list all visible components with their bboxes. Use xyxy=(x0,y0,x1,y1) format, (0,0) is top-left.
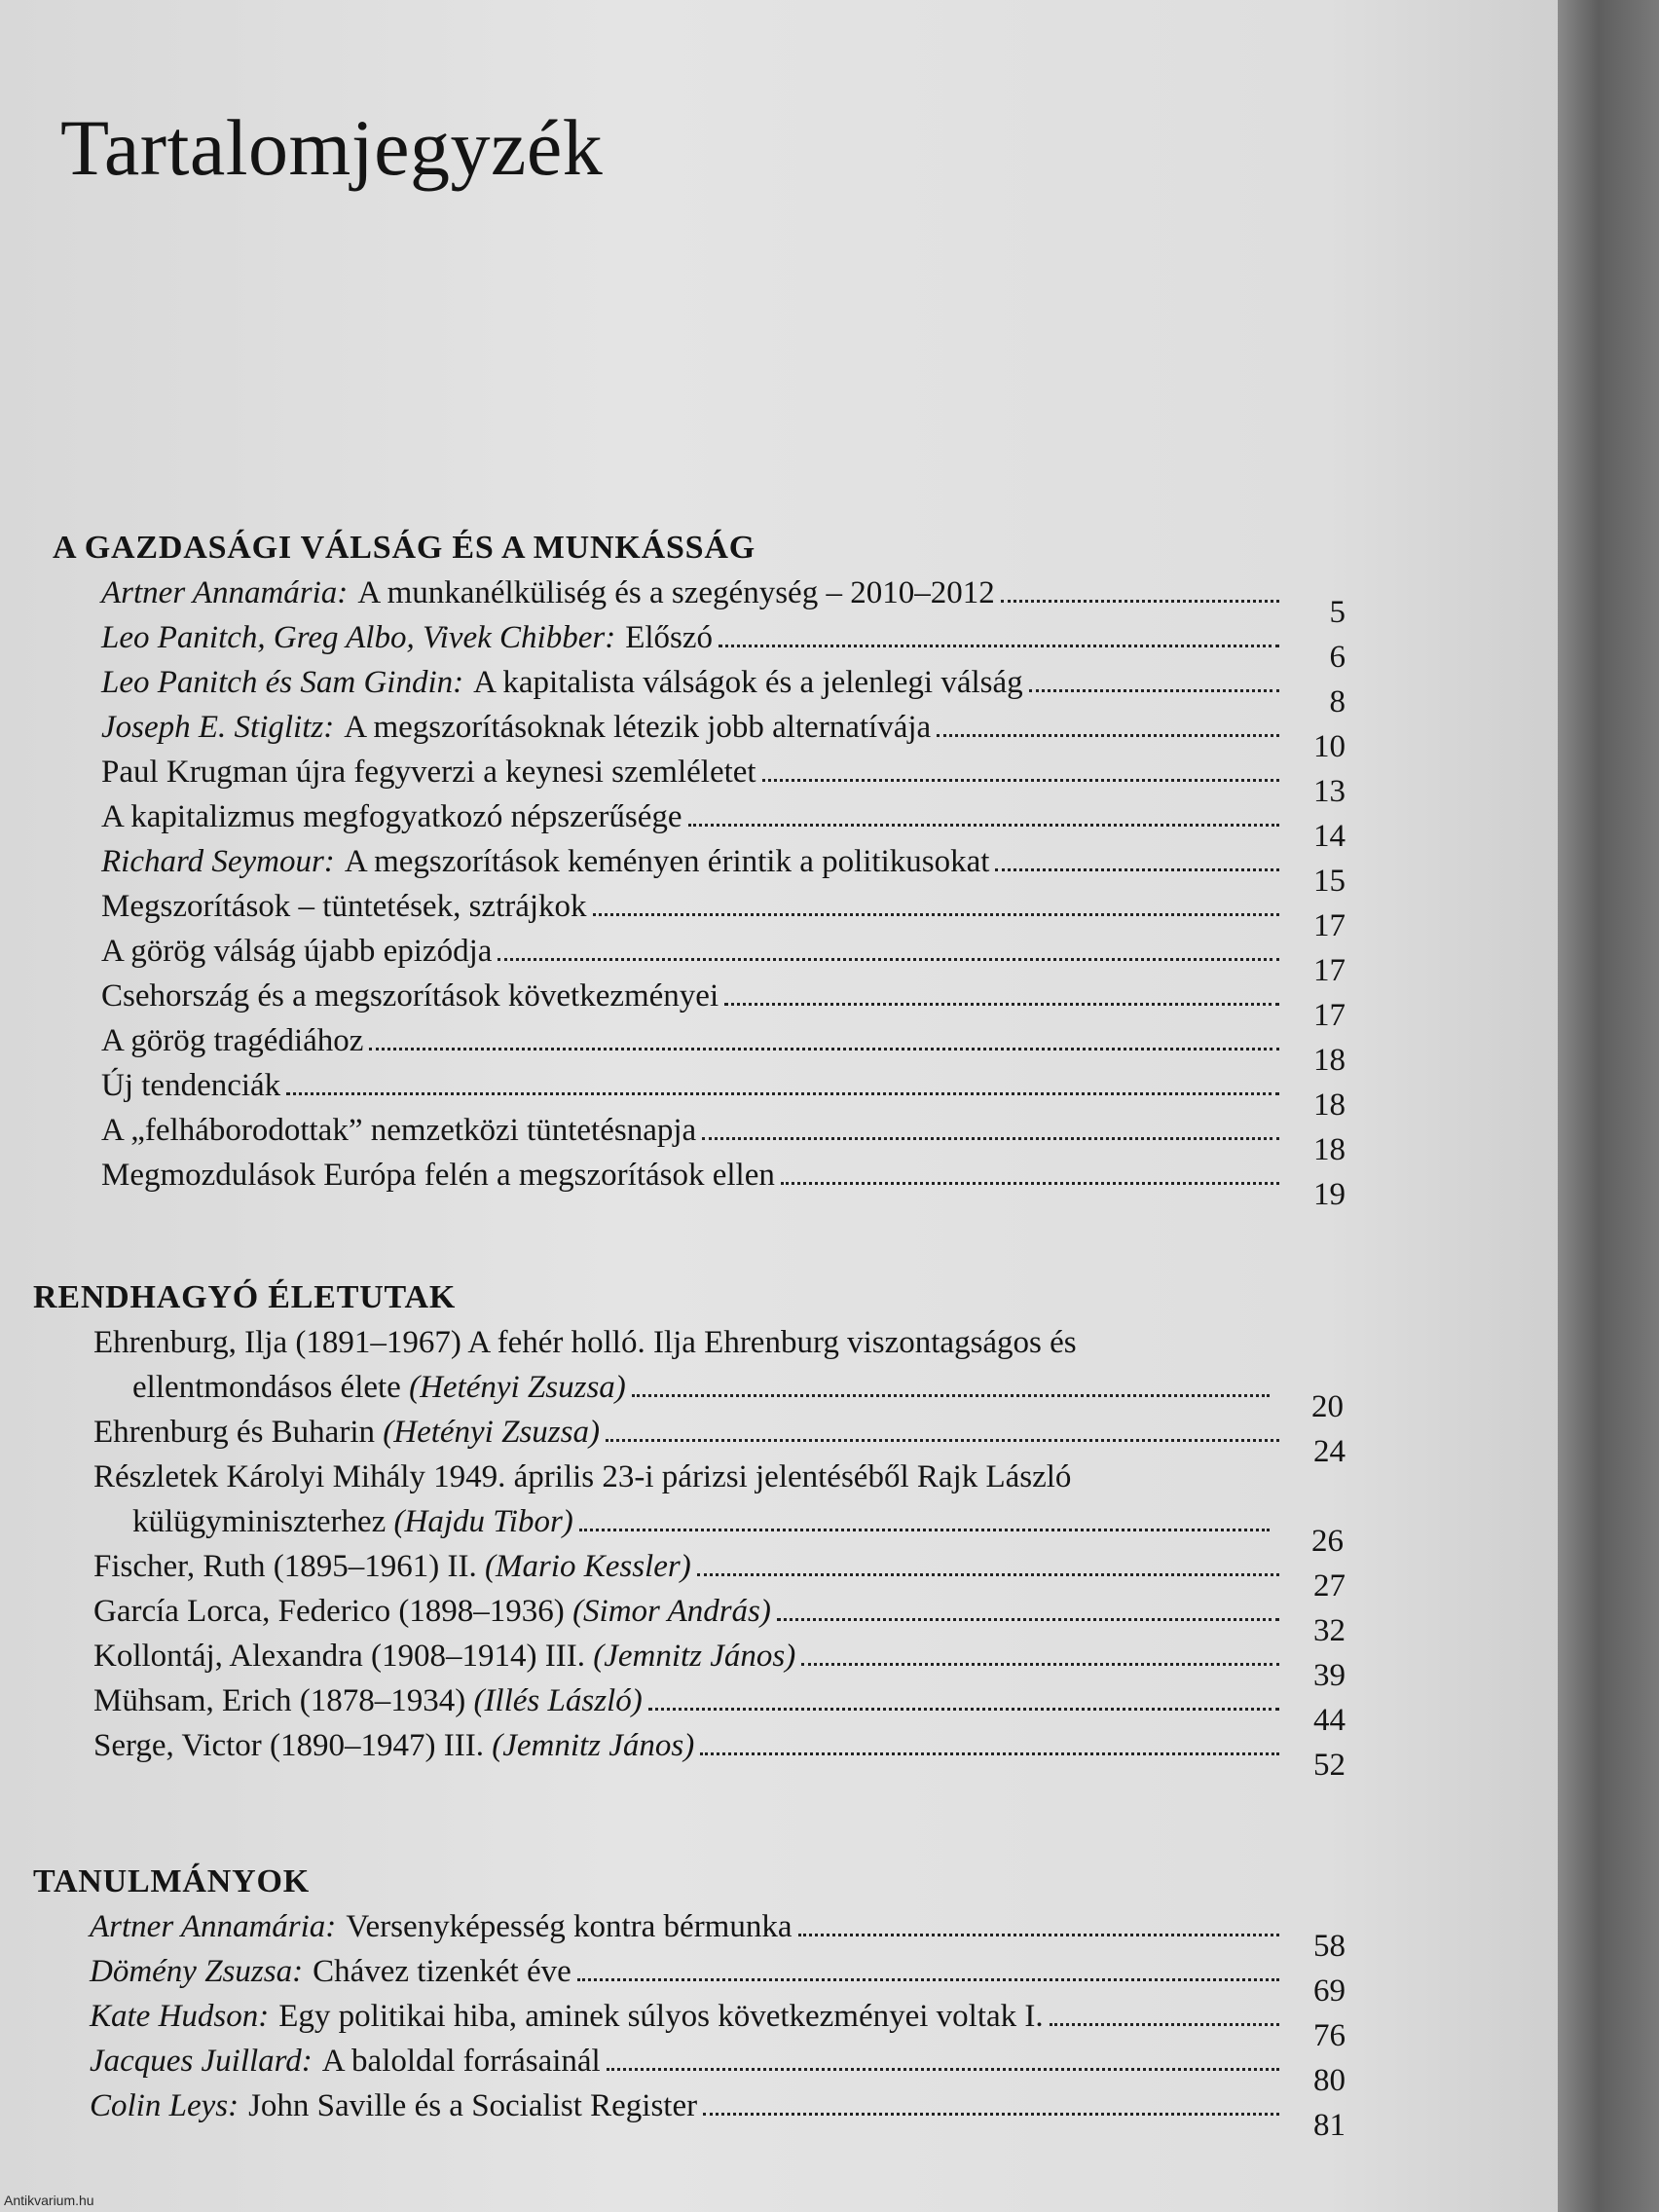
dot-leader xyxy=(579,1529,1270,1531)
dot-leader xyxy=(606,1439,1279,1442)
entry-page-number: 17 xyxy=(1313,953,1346,988)
entry-page-number: 44 xyxy=(1313,1703,1346,1738)
entry-contributor: (Illés László) xyxy=(473,1683,643,1718)
entry-title: Paul Krugman újra fegyverzi a keynesi szemléletet xyxy=(101,755,756,790)
dot-leader xyxy=(777,1618,1279,1621)
entry-page-number: 27 xyxy=(1313,1568,1346,1604)
entry-title: Új tendenciák xyxy=(101,1068,281,1103)
dot-leader xyxy=(798,1934,1280,1936)
entry-title: Kollontáj, Alexandra (1908–1914) III. xyxy=(93,1639,585,1674)
toc-entry[interactable] xyxy=(0,1455,1558,1559)
entry-title-line1: Részletek Károlyi Mihály 1949. április 23-i párizsi jelentéséből Rajk László xyxy=(93,1459,1072,1494)
watermark: Antikvarium.hu xyxy=(4,2193,94,2208)
page-edge xyxy=(1558,0,1659,2212)
entry-page-number: 58 xyxy=(1313,1929,1346,1964)
entry-title: Egy politikai hiba, aminek súlyos következményei voltak I. xyxy=(278,1999,1044,2034)
entry-title: A baloldal forrásainál xyxy=(321,2044,601,2079)
toc-entry[interactable] xyxy=(0,660,1558,719)
entry-title-line2: külügyminiszterhez xyxy=(132,1504,387,1539)
dot-leader xyxy=(648,1708,1279,1711)
toc-entry[interactable] xyxy=(0,839,1558,899)
toc-entry[interactable] xyxy=(0,571,1558,630)
toc-entry[interactable] xyxy=(0,2083,1558,2143)
toc-entry[interactable] xyxy=(0,1320,1558,1424)
dot-leader xyxy=(607,2068,1279,2071)
dot-leader xyxy=(593,913,1279,916)
entry-page-number: 6 xyxy=(1329,640,1346,675)
entry-title: Előszó xyxy=(625,620,714,655)
entry-author: Leo Panitch, Greg Albo, Vivek Chibber: xyxy=(101,620,616,655)
entry-contributor: (Mario Kessler) xyxy=(484,1549,691,1584)
toc-entry[interactable] xyxy=(0,1589,1558,1648)
entry-title: A megszorítások keményen érintik a politikusokat xyxy=(344,844,990,879)
entry-title: A kapitalizmus megfogyatkozó népszerűsége xyxy=(101,799,682,834)
entry-page-number: 32 xyxy=(1313,1613,1346,1648)
entry-page-number: 69 xyxy=(1313,1973,1346,2009)
entry-page-number: 52 xyxy=(1313,1748,1346,1783)
toc-entry[interactable] xyxy=(0,1063,1558,1123)
section-tanulmanyok xyxy=(0,1860,1558,2143)
entry-title: A kapitalista válságok és a jelenlegi válság xyxy=(473,665,1023,700)
dot-leader xyxy=(762,779,1279,782)
toc-list xyxy=(0,1410,1558,1469)
entry-contributor: (Hetényi Zsuzsa) xyxy=(383,1415,600,1450)
toc-entry[interactable] xyxy=(0,1634,1558,1693)
entry-author: Joseph E. Stiglitz: xyxy=(101,710,335,745)
entry-author: Artner Annamária: xyxy=(90,1909,337,1944)
dot-leader xyxy=(801,1663,1279,1666)
entry-title: Csehország és a megszorítások következményei xyxy=(101,978,719,1014)
toc-entry[interactable] xyxy=(0,1723,1558,1783)
entry-title: García Lorca, Federico (1898–1936) xyxy=(93,1594,565,1629)
dot-leader xyxy=(577,1978,1279,1981)
dot-leader xyxy=(369,1048,1279,1051)
entry-author: Artner Annamária: xyxy=(101,575,349,610)
entry-page-number: 76 xyxy=(1313,2018,1346,2053)
toc-entry[interactable] xyxy=(0,794,1558,854)
toc-entry[interactable] xyxy=(0,974,1558,1033)
entry-page-number: 10 xyxy=(1313,729,1346,764)
toc-entry[interactable] xyxy=(0,1949,1558,2009)
toc-entry[interactable] xyxy=(0,929,1558,988)
dot-leader xyxy=(1029,689,1279,692)
toc-entry[interactable] xyxy=(0,884,1558,943)
entry-page-number: 26 xyxy=(1311,1524,1344,1559)
entry-title: A „felháborodottak” nemzetközi tüntetésnapja xyxy=(101,1113,697,1148)
entry-author: Leo Panitch és Sam Gindin: xyxy=(101,665,464,700)
toc-entry[interactable] xyxy=(0,1678,1558,1738)
entry-contributor: (Simor András) xyxy=(572,1594,771,1629)
entry-page-number: 20 xyxy=(1311,1389,1344,1424)
entry-page-number: 17 xyxy=(1313,908,1346,943)
toc-entry[interactable] xyxy=(0,705,1558,764)
dot-leader xyxy=(1050,2023,1279,2026)
dot-leader xyxy=(688,824,1279,827)
section-heading: TANULMÁNYOK xyxy=(33,1863,310,1899)
toc-list xyxy=(0,1904,1558,2143)
entry-page-number: 8 xyxy=(1329,684,1346,719)
toc-entry[interactable] xyxy=(0,1410,1558,1469)
dot-leader xyxy=(724,1003,1279,1006)
dot-leader xyxy=(781,1182,1279,1185)
toc-list xyxy=(0,1544,1558,1783)
entry-title: A görög válság újabb epizódja xyxy=(101,934,493,969)
entry-title-line1: Ehrenburg, Ilja (1891–1967) A fehér holló. Ilja Ehrenburg viszontagságos és xyxy=(93,1325,1077,1360)
dot-leader xyxy=(702,1137,1279,1140)
toc-list xyxy=(0,571,1558,1212)
entry-contributor: (Hajdu Tibor) xyxy=(393,1504,573,1539)
entry-contributor: (Hetényi Zsuzsa) xyxy=(409,1370,626,1405)
toc-entry[interactable] xyxy=(0,1994,1558,2053)
dot-leader xyxy=(498,958,1279,961)
entry-title: Megmozdulások Európa felén a megszorítások ellen xyxy=(101,1158,775,1193)
entry-author: Dömény Zsuzsa: xyxy=(90,1954,304,1989)
entry-page-number: 24 xyxy=(1313,1434,1346,1469)
entry-page-number: 15 xyxy=(1313,864,1346,899)
entry-author: Kate Hudson: xyxy=(90,1999,270,2034)
entry-author: Jacques Juillard: xyxy=(90,2044,313,2079)
entry-page-number: 18 xyxy=(1313,1043,1346,1078)
entry-page-number: 39 xyxy=(1313,1658,1346,1693)
entry-page-number: 18 xyxy=(1313,1088,1346,1123)
entry-author: Richard Seymour: xyxy=(101,844,335,879)
entry-page-number: 18 xyxy=(1313,1132,1346,1167)
dot-leader xyxy=(995,868,1279,871)
toc-entry[interactable] xyxy=(0,750,1558,809)
toc-entry[interactable] xyxy=(0,1904,1558,1964)
section-heading: A GAZDASÁGI VÁLSÁG ÉS A MUNKÁSSÁG xyxy=(53,530,756,566)
entry-contributor: (Jemnitz János) xyxy=(492,1728,695,1763)
dot-leader xyxy=(700,1752,1279,1755)
toc-entry[interactable] xyxy=(0,1108,1558,1167)
entry-title: Megszorítások – tüntetések, sztrájkok xyxy=(101,889,587,924)
entry-page-number: 19 xyxy=(1313,1177,1346,1212)
entry-author: Colin Leys: xyxy=(90,2088,240,2123)
entry-page-number: 80 xyxy=(1313,2063,1346,2098)
page-title: Tartalomjegyzék xyxy=(60,103,604,192)
toc-entry[interactable] xyxy=(0,615,1558,675)
dot-leader xyxy=(703,2113,1279,2116)
section-rendhagyo-eletutak xyxy=(0,1275,1558,1783)
entry-title: A görög tragédiához xyxy=(101,1023,364,1058)
entry-title: Serge, Victor (1890–1947) III. xyxy=(93,1728,484,1763)
entry-title-line2: ellentmondásos élete xyxy=(132,1370,401,1405)
entry-title: A munkanélküliség és a szegénység – 2010–2012 xyxy=(357,575,995,610)
toc-entry[interactable] xyxy=(0,2039,1558,2098)
entry-title: Mühsam, Erich (1878–1934) xyxy=(93,1683,466,1718)
toc-entry[interactable] xyxy=(0,1153,1558,1212)
entry-contributor: (Jemnitz János) xyxy=(593,1639,796,1674)
section-gazdasagi-valsag xyxy=(0,526,1558,1212)
entry-title: Ehrenburg és Buharin xyxy=(93,1415,375,1450)
dot-leader xyxy=(1001,600,1279,603)
section-heading: RENDHAGYÓ ÉLETUTAK xyxy=(33,1279,457,1315)
entry-page-number: 13 xyxy=(1313,774,1346,809)
dot-leader xyxy=(286,1092,1279,1095)
dot-leader xyxy=(937,734,1279,737)
dot-leader xyxy=(697,1573,1279,1576)
entry-page-number: 14 xyxy=(1313,819,1346,854)
dot-leader xyxy=(632,1394,1270,1397)
entry-title: Fischer, Ruth (1895–1961) II. xyxy=(93,1549,477,1584)
entry-page-number: 5 xyxy=(1329,595,1346,630)
entry-title: John Saville és a Socialist Register xyxy=(248,2088,698,2123)
entry-title: Versenyképesség kontra bérmunka xyxy=(346,1909,793,1944)
entry-page-number: 81 xyxy=(1313,2108,1346,2143)
toc-entry[interactable] xyxy=(0,1018,1558,1078)
dot-leader xyxy=(719,645,1279,647)
entry-title: A megszorításoknak létezik jobb alternatívája xyxy=(344,710,932,745)
entry-page-number: 17 xyxy=(1313,998,1346,1033)
toc-entry[interactable] xyxy=(0,1544,1558,1604)
entry-title: Chávez tizenkét éve xyxy=(313,1954,571,1989)
